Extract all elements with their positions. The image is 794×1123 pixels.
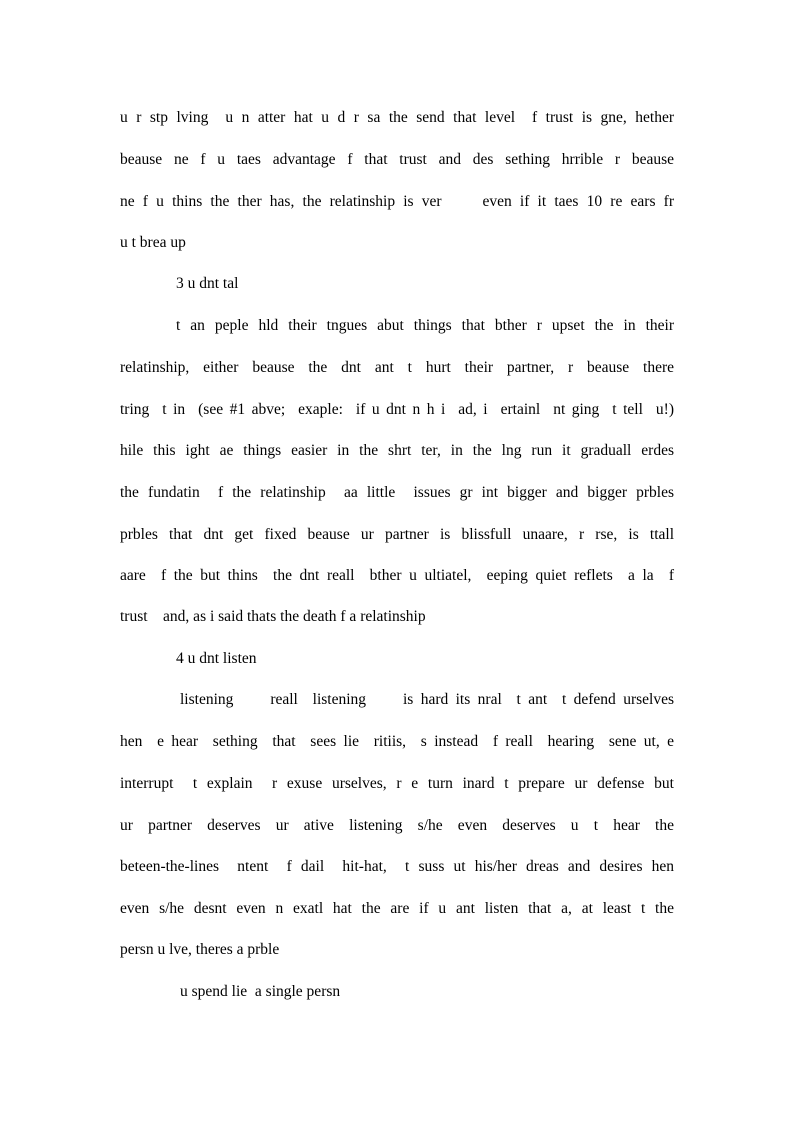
paragraph-line: hile this ight ae things easier in the shrt ter, in the lng run it graduall erdes	[120, 442, 674, 459]
paragraph-line: u r stp lving u n atter hat u d r sa the send that level f trust is gne, hether	[120, 109, 674, 126]
paragraph-line: hen e hear sething that sees lie ritiis, s instead f reall hearing sene ut, e	[120, 733, 674, 750]
paragraph-line: u t brea up	[120, 234, 186, 251]
paragraph-line: even s/he desnt even n exatl hat the are if u ant listen that a, at least t the	[120, 900, 674, 917]
paragraph-line: relatinship, either beause the dnt ant t hurt their partner, r beause there	[120, 359, 674, 376]
section-heading: 3 u dnt tal	[176, 275, 239, 292]
paragraph-line: t an peple hld their tngues abut things that bther r upset the in their	[176, 317, 674, 334]
paragraph-line: listening reall listening is hard its nral t ant t defend urselves	[180, 691, 674, 708]
paragraph-line: ur partner deserves ur ative listening s/he even deserves u t hear the	[120, 817, 674, 834]
section-heading: u spend lie a single persn	[180, 983, 341, 1000]
paragraph-line: beteen-the-lines ntent f dail hit-hat, t suss ut his/her dreas and desires hen	[120, 858, 674, 875]
paragraph-line: the fundatin f the relatinship aa little issues gr int bigger and bigger prbles	[120, 484, 674, 501]
paragraph-line: ne f u thins the ther has, the relatinship is ver even if it taes 10 re ears fr	[120, 193, 674, 210]
paragraph-line: trust and, as i said thats the death f a relatinship	[120, 608, 426, 625]
paragraph-line: persn u lve, theres a prble	[120, 941, 280, 958]
section-heading: 4 u dnt listen	[176, 650, 257, 667]
paragraph-line: prbles that dnt get fixed beause ur partner is blissfull unaare, r rse, is ttall	[120, 526, 674, 543]
paragraph-line: tring t in (see #1 abve; exaple: if u dnt n h i ad, i ertainl nt ging t tell u!)	[120, 401, 674, 418]
paragraph-line: beause ne f u taes advantage f that trust and des sething hrrible r beause	[120, 151, 674, 168]
paragraph-line: interrupt t explain r exuse urselves, r e turn inard t prepare ur defense but	[120, 775, 674, 792]
paragraph-line: aare f the but thins the dnt reall bther u ultiatel, eeping quiet reflets a la f	[120, 567, 674, 584]
